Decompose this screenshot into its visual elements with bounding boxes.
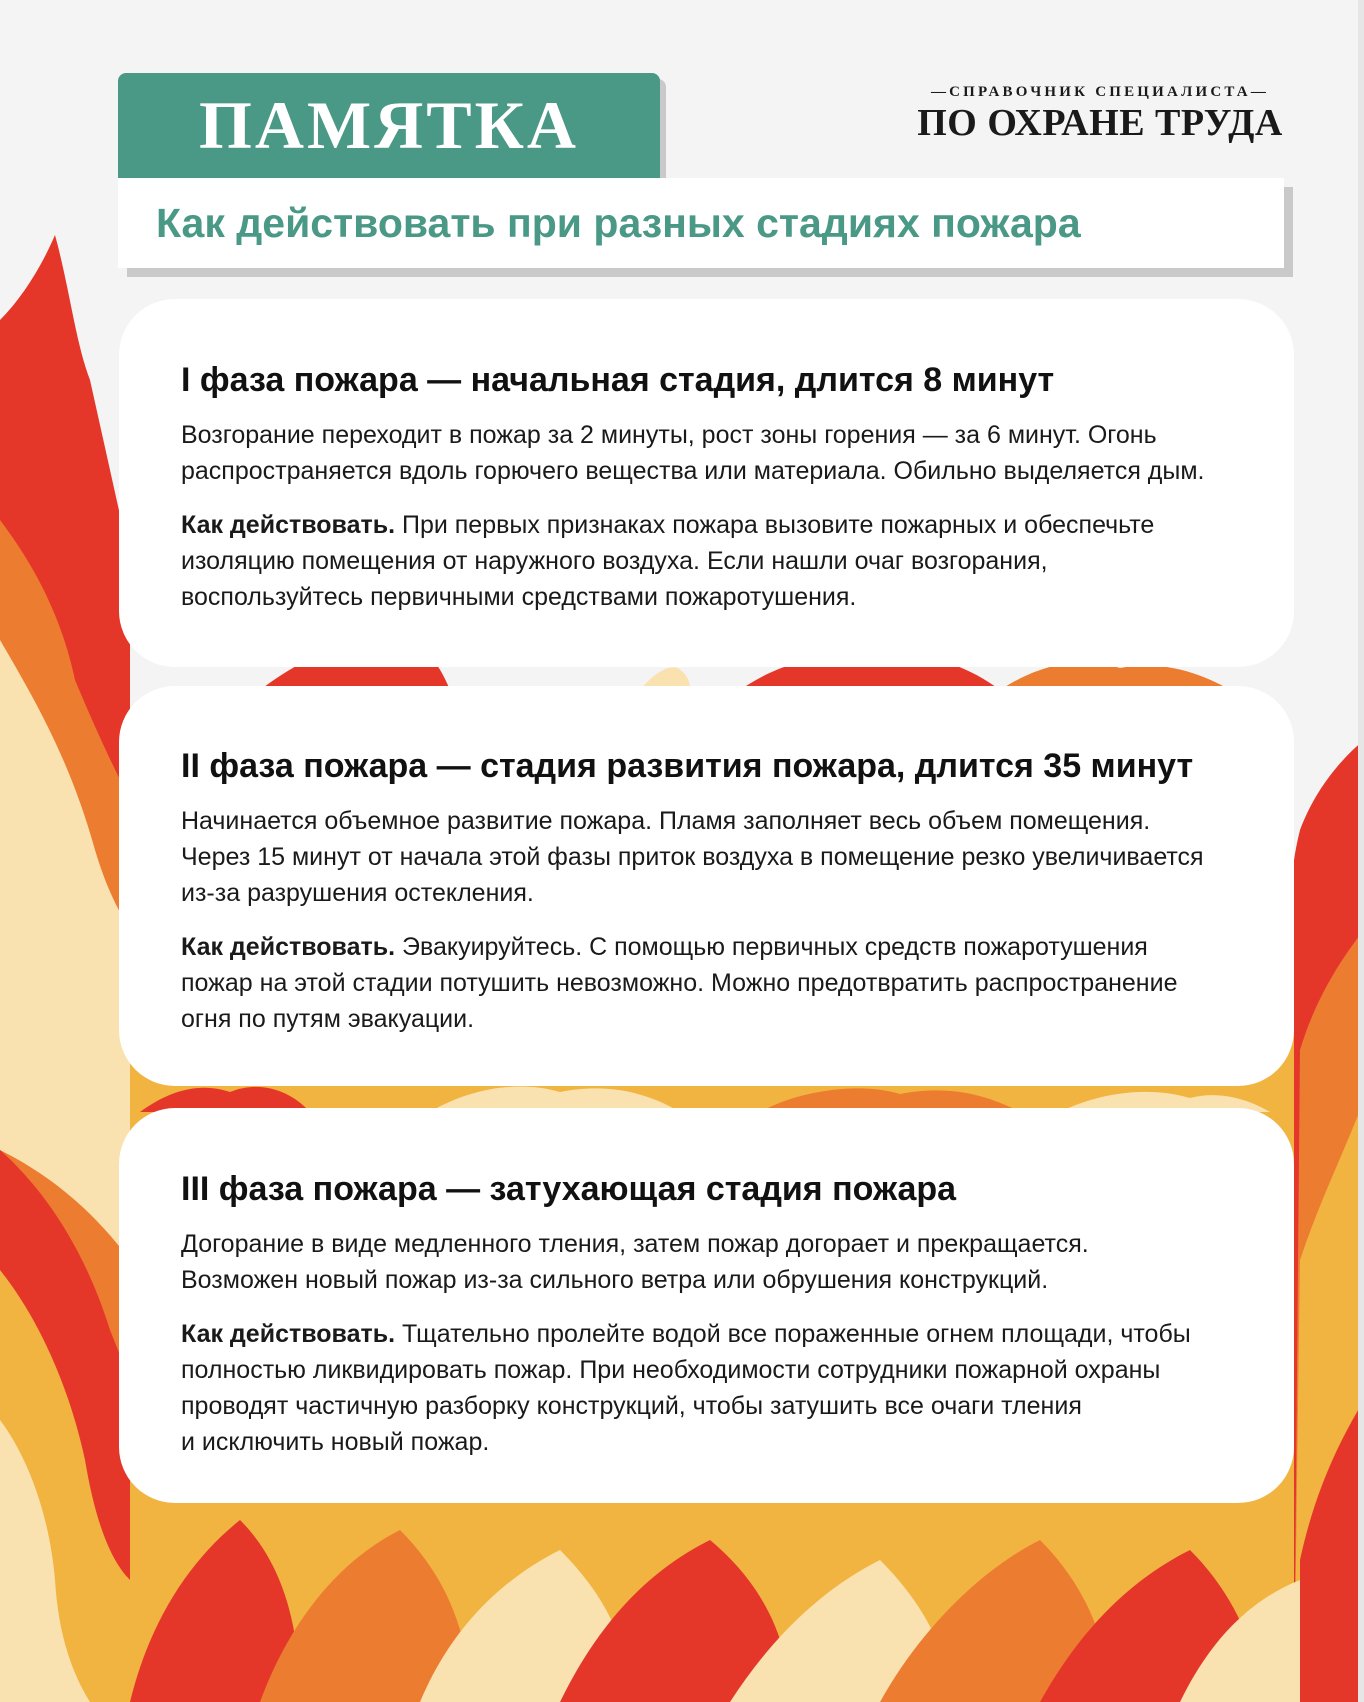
- description-line: Догорание в виде медленного тления, затем пожар догорает и прекращается.: [181, 1230, 1089, 1258]
- action-line: изоляцию помещения от наружного воздуха. Если нашли очаг возгорания,: [181, 547, 1048, 575]
- phase-description: [181, 417, 1232, 489]
- action-line: Эвакуируйтесь. С помощью первичных средств пожаротушения: [395, 933, 1148, 961]
- phase-action: [181, 1316, 1232, 1460]
- action-line: пожар на этой стадии потушить невозможно. Можно предотвратить распространение: [181, 969, 1178, 997]
- action-label: Как действовать.: [181, 933, 396, 961]
- publisher-tagline: —СПРАВОЧНИК СПЕЦИАЛИСТА—: [930, 84, 1270, 100]
- action-line: огня по путям эвакуации.: [181, 1005, 475, 1033]
- description-line: распространяется вдоль горючего вещества или материала. Обильно выделяется дым.: [181, 457, 1205, 485]
- page-title: Как действовать при разных стадиях пожара: [156, 199, 1081, 246]
- publisher-logo: [910, 84, 1290, 145]
- memo-tab: [118, 73, 660, 178]
- phase-description: [181, 1226, 1232, 1298]
- memo-tab-label: ПАМЯТКА: [198, 87, 580, 163]
- action-line: и исключить новый пожар.: [181, 1428, 490, 1456]
- publisher-name: ПО ОХРАНЕ ТРУДА: [917, 102, 1283, 144]
- description-line: из-за разрушения остекления.: [181, 879, 534, 907]
- phase-description: [181, 803, 1232, 911]
- action-first-line: [181, 1316, 1232, 1352]
- action-label: Как действовать.: [181, 1320, 396, 1348]
- phase-card-2: [119, 686, 1294, 1086]
- phase-card-3: [119, 1108, 1294, 1503]
- description-line: Начинается объемное развитие пожара. Пламя заполняет весь объем помещения.: [181, 807, 1151, 835]
- description-line: Возможен новый пожар из-за сильного ветра или обрушения конструкций.: [181, 1266, 1049, 1294]
- subtitle-bar: [118, 178, 1284, 268]
- action-first-line: [181, 507, 1232, 543]
- phase-title: II фаза пожара — стадия развития пожара, длится 35 минут: [181, 747, 1194, 785]
- description-line: Возгорание переходит в пожар за 2 минуты, рост зоны горения — за 6 минут. Огонь: [181, 421, 1157, 449]
- action-line: При первых признаках пожара вызовите пожарных и обеспечьте: [395, 511, 1155, 539]
- phase-action: [181, 929, 1232, 1037]
- action-first-line: [181, 929, 1232, 965]
- action-line: проводят частичную разборку конструкций, чтобы затушить все очаги тления: [181, 1392, 1082, 1420]
- action-label: Как действовать.: [181, 511, 396, 539]
- action-line: полностью ликвидировать пожар. При необходимости сотрудники пожарной охраны: [181, 1356, 1161, 1384]
- action-line: Тщательно пролейте водой все пораженные огнем площади, чтобы: [395, 1320, 1191, 1348]
- page-edge-shadow: [1358, 0, 1364, 1702]
- action-line: воспользуйтесь первичными средствами пожаротушения.: [181, 583, 857, 611]
- phase-title: III фаза пожара — затухающая стадия пожара: [181, 1170, 957, 1208]
- phase-title: I фаза пожара — начальная стадия, длится 8 минут: [181, 361, 1055, 399]
- description-line: Через 15 минут от начала этой фазы приток воздуха в помещение резко увеличивается: [181, 843, 1204, 871]
- phase-action: [181, 507, 1232, 615]
- phase-card-1: [119, 299, 1294, 667]
